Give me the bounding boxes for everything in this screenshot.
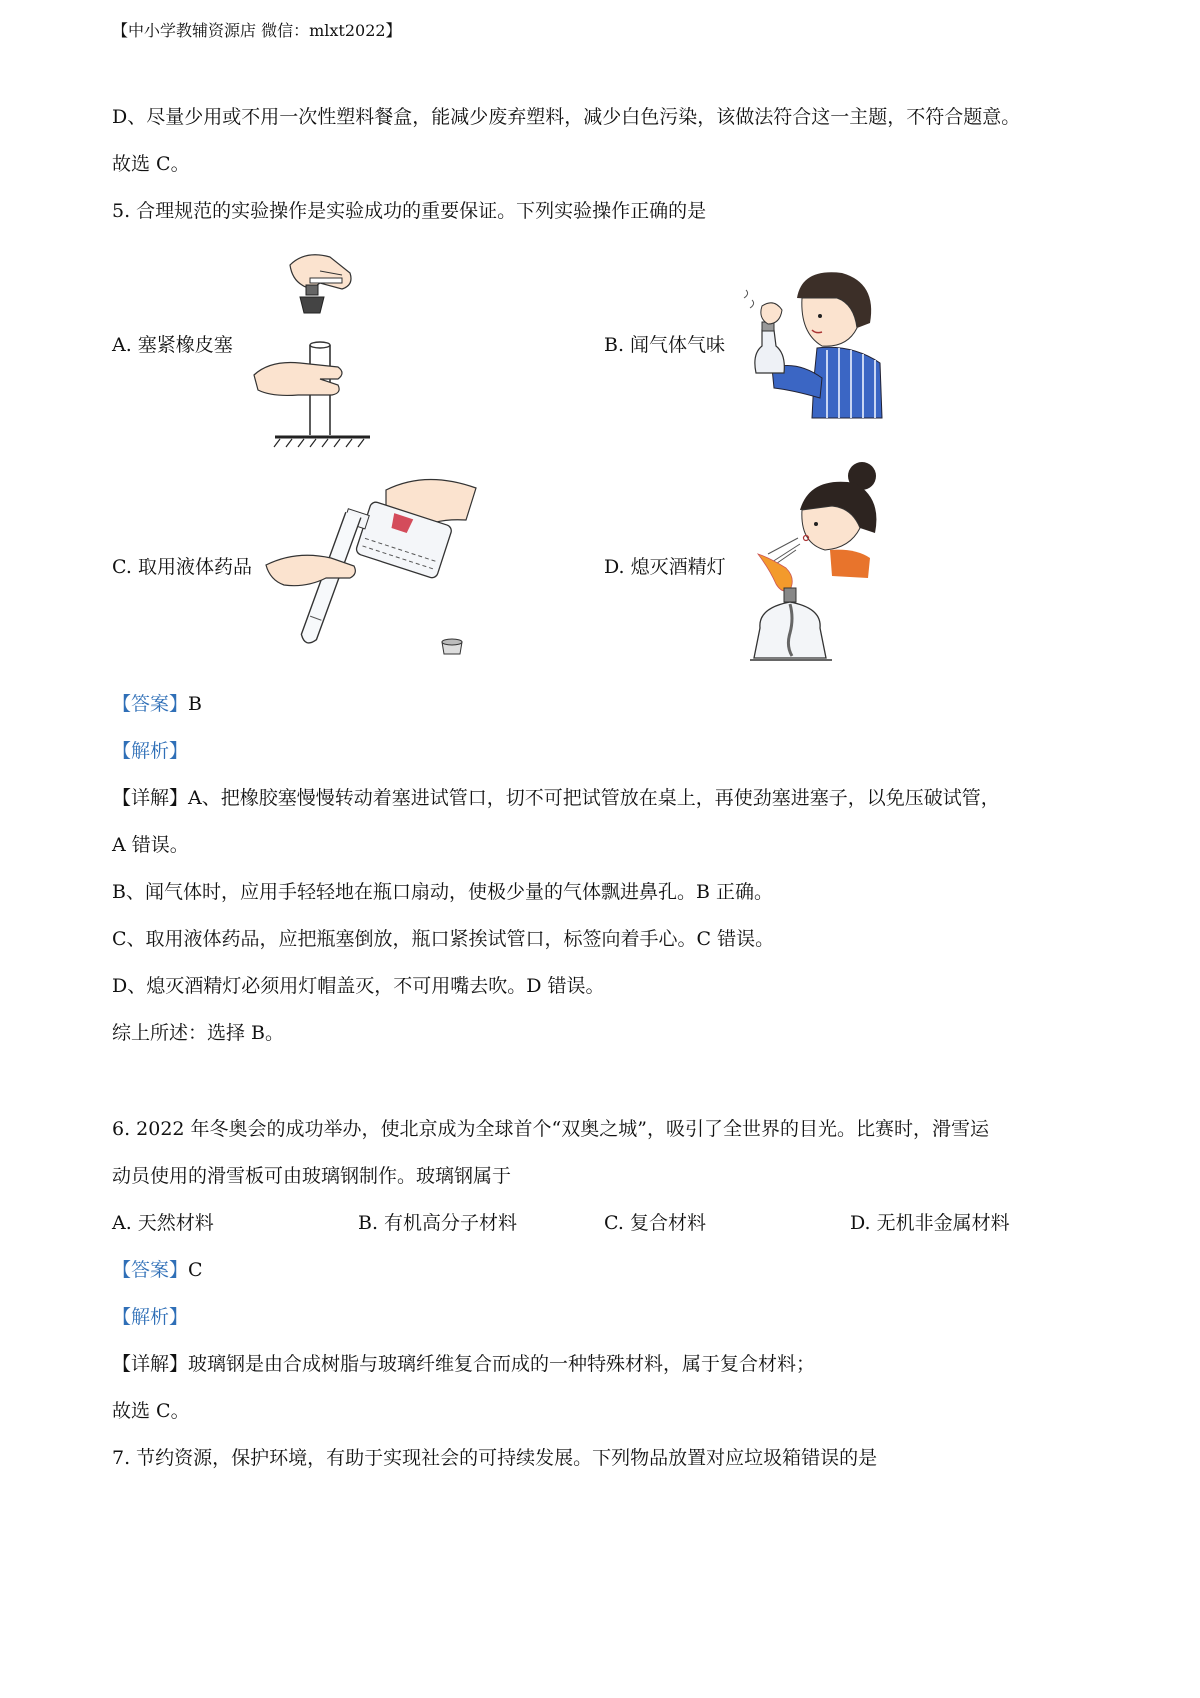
q5-option-c-label: C. 取用液体药品 — [112, 556, 252, 578]
prev-conclusion: 故选 C。 — [112, 153, 190, 175]
q6-option-b: B. 有机高分子材料 — [358, 1212, 518, 1234]
q6-detail-tag: 【详解】 — [112, 1353, 189, 1375]
q6-stem-line1: 6. 2022 年冬奥会的成功举办，使北京成为全球首个“双奥之城”，吸引了全世界的目光。比赛时，滑雪运 — [112, 1118, 989, 1140]
q5-detail-tag: 【详解】 — [112, 787, 189, 809]
girl-blowing-alcohol-lamp-illustration — [740, 458, 900, 670]
q5-answer-value: B — [188, 693, 202, 715]
prev-option-d-explanation: D、尽量少用或不用一次性塑料餐盒，能减少废弃塑料，减少白色污染，该做法符合这一主题，不符合题意。 — [112, 106, 1021, 128]
q5-option-d-label: D. 熄灭酒精灯 — [604, 556, 726, 578]
q5-detail-c: C、取用液体药品，应把瓶塞倒放，瓶口紧挨试管口，标签向着手心。C 错误。 — [112, 928, 775, 950]
q5-detail-b: B、闻气体时，应用手轻轻地在瓶口扇动，使极少量的气体飘进鼻孔。B 正确。 — [112, 881, 773, 903]
q5-detail-a-text: A、把橡胶塞慢慢转动着塞进试管口，切不可把试管放在桌上，再使劲塞进塞子，以免压破试管， — [188, 787, 1000, 809]
boy-smelling-gas-illustration — [742, 268, 892, 418]
q6-analysis-tag: 【解析】 — [112, 1306, 189, 1328]
q6-option-c: C. 复合材料 — [604, 1212, 706, 1234]
q5-option-a-label: A. 塞紧橡皮塞 — [112, 334, 233, 356]
q5-detail-a2: A 错误。 — [112, 834, 189, 856]
q6-detail — [112, 1352, 815, 1376]
q6-answer-line — [112, 1258, 203, 1282]
pouring-liquid-illustration — [266, 470, 486, 665]
q5-summary: 综上所述：选择 B。 — [112, 1022, 285, 1044]
q6-detail-text: 玻璃钢是由合成树脂与玻璃纤维复合而成的一种特殊材料，属于复合材料； — [188, 1353, 816, 1375]
q5-answer-line — [112, 692, 202, 716]
q5-stem: 5. 合理规范的实验操作是实验成功的重要保证。下列实验操作正确的是 — [112, 200, 707, 222]
q5-option-b-label: B. 闻气体气味 — [604, 334, 726, 356]
q5-answer-tag: 【答案】 — [112, 693, 189, 715]
page-header: 【中小学教辅资源店 微信：mlxt2022】 — [112, 21, 402, 40]
q6-option-a: A. 天然材料 — [112, 1212, 214, 1234]
q6-stem-line2: 动员使用的滑雪板可由玻璃钢制作。玻璃钢属于 — [112, 1165, 512, 1187]
stopper-test-tube-illustration — [250, 245, 380, 445]
q5-analysis-tag: 【解析】 — [112, 740, 189, 762]
q6-option-d: D. 无机非金属材料 — [850, 1212, 1010, 1234]
q5-detail-a — [112, 786, 1000, 810]
q6-answer-value: C — [188, 1259, 203, 1281]
q6-conclusion: 故选 C。 — [112, 1400, 190, 1422]
q5-detail-d: D、熄灭酒精灯必须用灯帽盖灭，不可用嘴去吹。D 错误。 — [112, 975, 605, 997]
q6-answer-tag: 【答案】 — [112, 1259, 189, 1281]
q7-stem: 7. 节约资源，保护环境，有助于实现社会的可持续发展。下列物品放置对应垃圾箱错误的是 — [112, 1447, 878, 1469]
